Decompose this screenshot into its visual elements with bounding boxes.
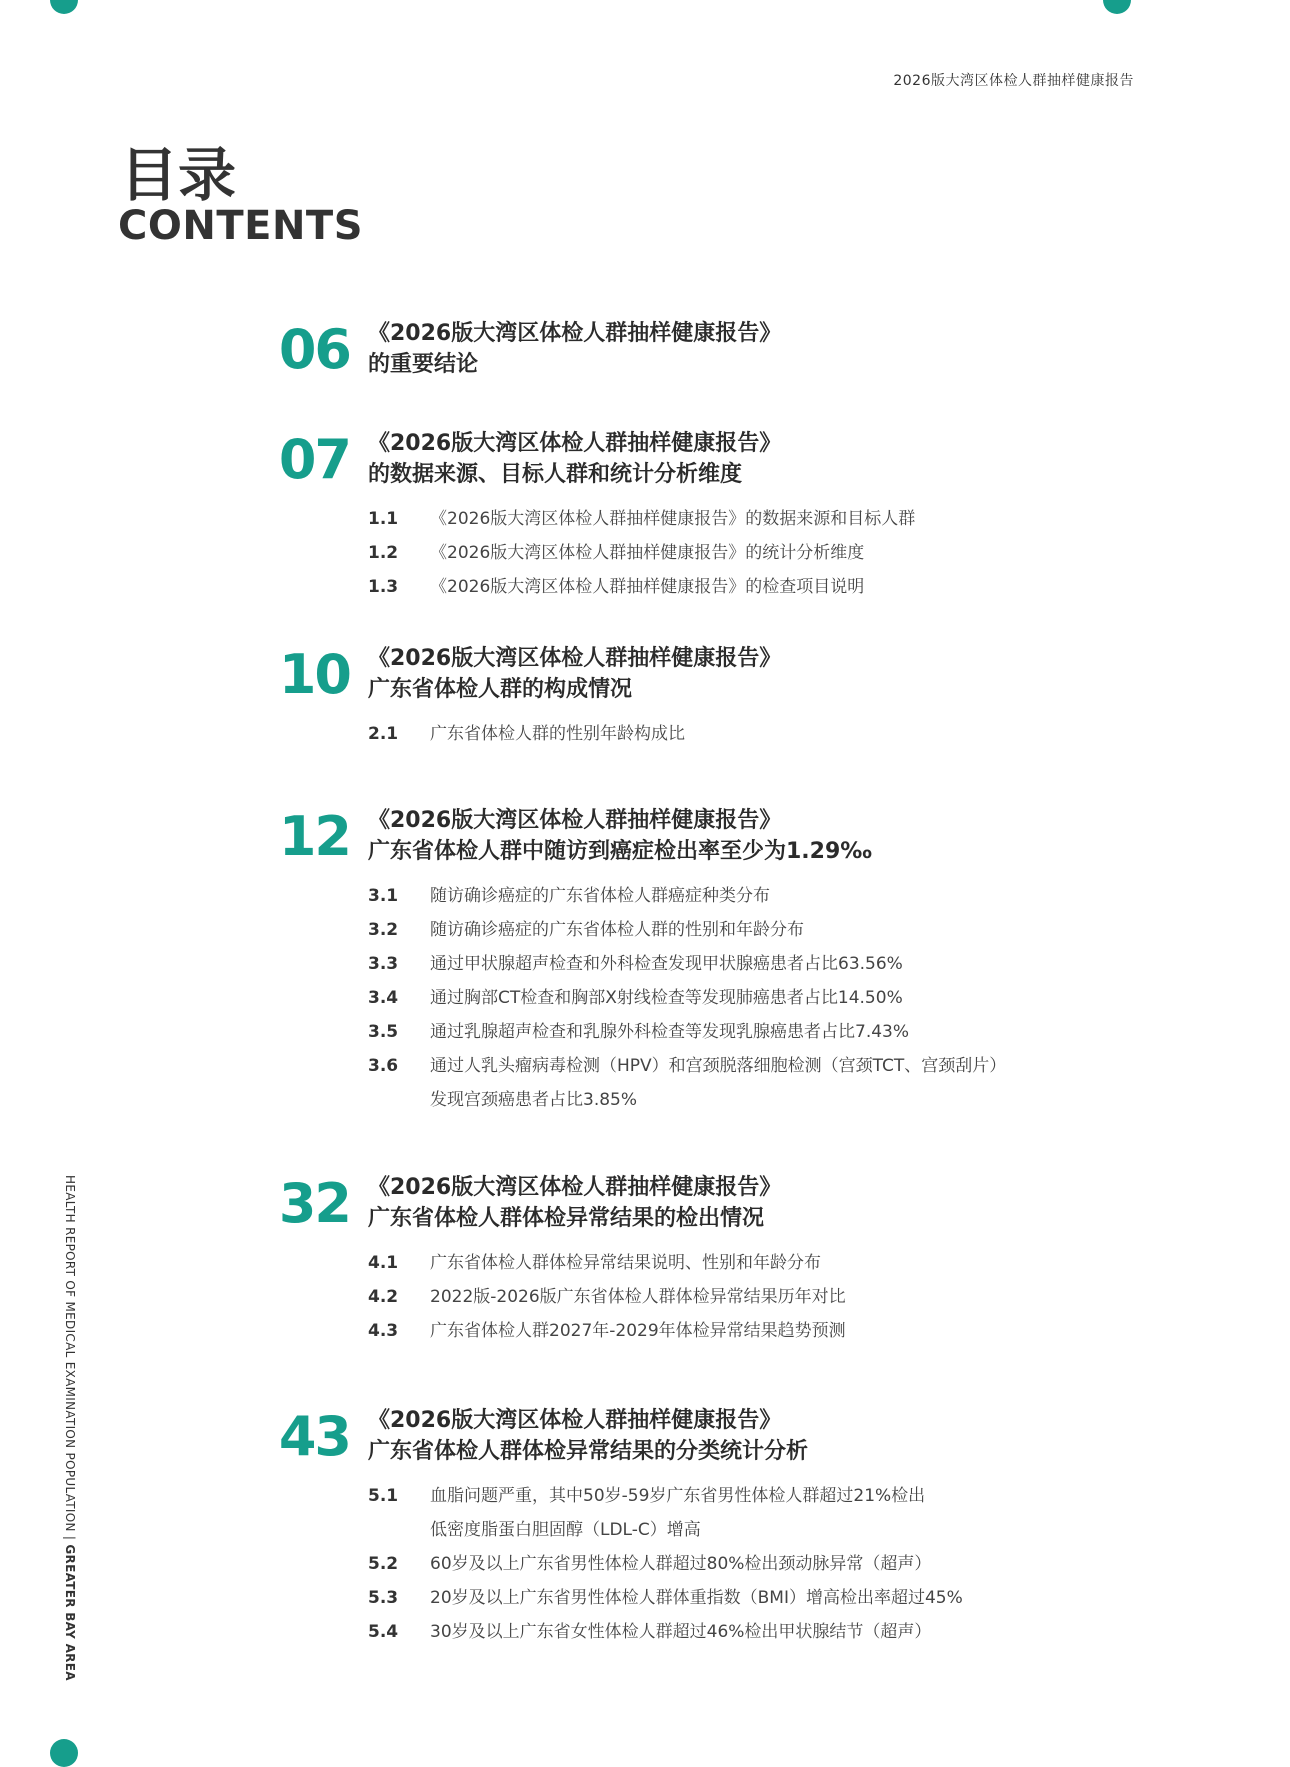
toc-section-title: 《2026版大湾区体检人群抽样健康报告》 的重要结论 [368,321,782,377]
toc-section-06[interactable] [250,318,1150,382]
toc-item[interactable]: 1.3 《2026版大湾区体检人群抽样健康报告》的检查项目说明 [368,577,865,597]
decorative-dot-top-right [1103,0,1131,14]
toc-page-number: 07 [278,428,350,491]
decorative-dot-bottom-left [50,1739,78,1767]
toc-section-32[interactable] [250,1172,1150,1348]
page-title-cn: 目录 [120,141,237,209]
page-title-en: CONTENTS [118,203,364,249]
toc-item[interactable]: 5.3 20岁及以上广东省男性体检人群体重指数（BMI）增高检出率超过45% [368,1588,963,1608]
side-label-line2: GREATER BAY AREA [63,1544,77,1681]
toc-page-number: 10 [278,643,350,706]
toc-item[interactable]: 4.1 广东省体检人群体检异常结果说明、性别和年龄分布 [368,1253,821,1273]
toc-item[interactable]: 5.1 血脂问题严重，其中50岁-59岁广东省男性体检人群超过21%检出 低密度脂蛋白胆固醇（LDL-C）增高 [368,1486,926,1540]
toc-page-number: 06 [278,318,350,381]
toc-section-12[interactable] [250,805,1150,1117]
toc-page-number: 12 [278,805,350,868]
toc-item[interactable]: 3.3 通过甲状腺超声检查和外科检查发现甲状腺癌患者占比63.56% [368,954,903,974]
decorative-dot-top-left [50,0,78,14]
toc-item[interactable]: 5.4 30岁及以上广东省女性体检人群超过46%检出甲状腺结节（超声） [368,1622,932,1642]
toc-item[interactable]: 5.2 60岁及以上广东省男性体检人群超过80%检出颈动脉异常（超声） [368,1554,932,1574]
report-header-title: 2026版大湾区体检人群抽样健康报告 [893,73,1134,89]
toc-section-title: 《2026版大湾区体检人群抽样健康报告》 广东省体检人群中随访到癌症检出率至少为1.29‰ [368,808,872,864]
toc-section-title: 《2026版大湾区体检人群抽样健康报告》 广东省体检人群体检异常结果的分类统计分析 [368,1408,809,1464]
side-label-separator: | [63,1535,77,1541]
toc-item[interactable]: 1.2 《2026版大湾区体检人群抽样健康报告》的统计分析维度 [368,543,865,563]
toc-item[interactable]: 3.5 通过乳腺超声检查和乳腺外科检查等发现乳腺癌患者占比7.43% [368,1022,910,1042]
toc-item[interactable]: 4.2 2022版-2026版广东省体检人群体检异常结果历年对比 [368,1287,846,1307]
toc-item[interactable]: 2.1 广东省体检人群的性别年龄构成比 [368,724,685,744]
toc-section-title: 《2026版大湾区体检人群抽样健康报告》 广东省体检人群的构成情况 [368,646,782,702]
toc-section-10[interactable] [250,643,1150,751]
toc-item[interactable]: 4.3 广东省体检人群2027年-2029年体检异常结果趋势预测 [368,1321,846,1341]
side-vertical-label [63,1175,77,1681]
toc-item[interactable]: 3.2 随访确诊癌症的广东省体检人群的性别和年龄分布 [368,920,804,940]
toc-item[interactable]: 3.1 随访确诊癌症的广东省体检人群癌症种类分布 [368,886,770,906]
toc-page-number: 32 [278,1172,350,1235]
toc-section-07[interactable] [250,428,1150,604]
toc-item[interactable]: 3.4 通过胸部CT检查和胸部X射线检查等发现肺癌患者占比14.50% [368,988,903,1008]
toc-page-number: 43 [278,1405,350,1468]
toc-section-43[interactable] [250,1405,1150,1649]
side-label-line1: HEALTH REPORT OF MEDICAL EXAMINATION POPULATION [63,1175,77,1532]
toc-item[interactable]: 1.1 《2026版大湾区体检人群抽样健康报告》的数据来源和目标人群 [368,509,916,529]
toc-item[interactable]: 3.6 通过人乳头瘤病毒检测（HPV）和宫颈脱落细胞检测（宫颈TCT、宫颈刮片） 发现宫颈癌患者占比3.85% [368,1056,1007,1110]
toc-section-title: 《2026版大湾区体检人群抽样健康报告》 广东省体检人群体检异常结果的检出情况 [368,1175,782,1231]
toc-section-title: 《2026版大湾区体检人群抽样健康报告》 的数据来源、目标人群和统计分析维度 [368,431,782,487]
